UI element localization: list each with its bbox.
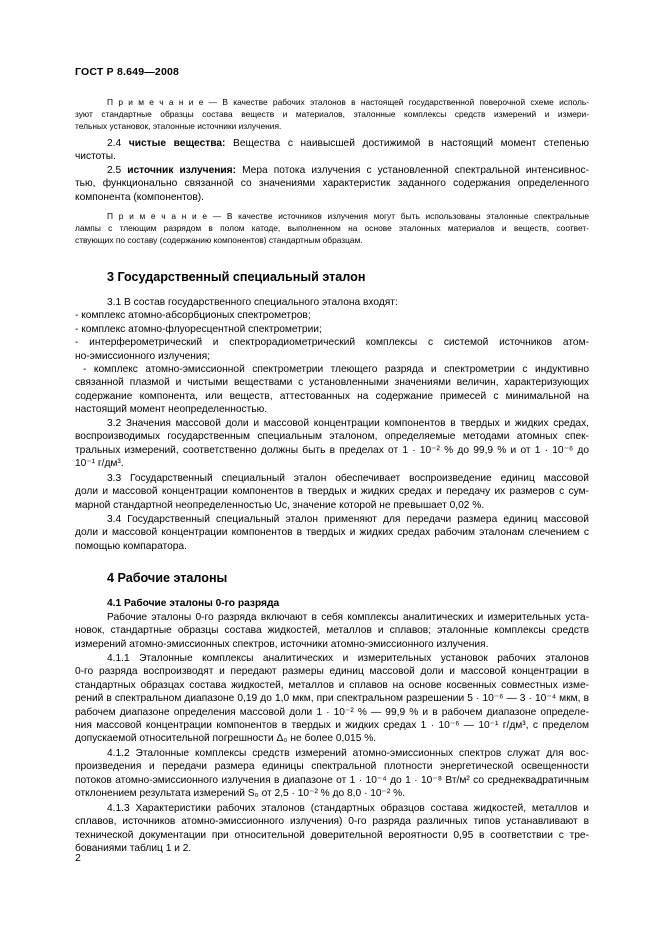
- paragraph-4-1-3: [75, 802, 589, 856]
- paragraph-line: сплавов, источников атомно-эмиссионного излучения) 0-го разряда различных типов устанавливают в: [75, 816, 589, 828]
- paragraph-line: тральных измерений, соответственно должны быть в пределах от 1 · 10⁻² % до 99,9 % и от 1 · 10⁻⁶ до: [75, 444, 589, 456]
- paragraph-line: произведения и передачи размера единицы спектральной плотности энергетической освещенности: [75, 761, 589, 773]
- paragraph-4-1: [75, 611, 589, 651]
- list-item: - интерферометрический и спектрорадиометрический комплексы с системой источников атом-: [75, 337, 589, 349]
- paragraph-line: 4.1.1 Эталонные комплексы аналитических и измерительных установок рабочих эталонов: [107, 653, 589, 664]
- paragraph-line: потоков атомно-эмиссионного излучения в диапазоне от 1 · 10⁻⁴ до 1 · 10⁻⁸ Вт/м² со среднеквадратичным: [75, 774, 589, 786]
- paragraph-line: марной стандартной неопределенностью Uc, значение которой не превышает 0,02 %.: [75, 499, 485, 511]
- paragraph-4-1-2: [75, 747, 589, 801]
- paragraph-line: связанной плазмой и чистыми веществами с установленными значениями величин, характеризующих: [75, 377, 589, 389]
- paragraph-3-3: [75, 472, 589, 512]
- section-3-heading: 3 Государственный специальный эталон: [107, 270, 366, 284]
- paragraph-line: помощью компаратора.: [75, 540, 187, 552]
- paragraph-line: 3.1 В состав государственного специального эталона входят:: [107, 297, 398, 308]
- paragraph-3-4: [75, 513, 589, 553]
- list-item: - комплекс атомно-эмиссионной спектрометрии тлеющего разряда и спектрометрии с индуктивно: [83, 364, 589, 376]
- subsection-4-1-heading: 4.1 Рабочие эталоны 0-го разряда: [107, 598, 280, 609]
- note-working-standards: [75, 96, 589, 132]
- paragraph-line: доли и массовой концентрации компонентов в твердых и жидких средах рабочим эталонам слечением с: [75, 527, 589, 539]
- paragraph-line: новок, стандартные образцы состава жидкостей, металлов и сплавов; эталонные комплексы средств: [75, 625, 589, 637]
- definition-line: 2.4 чистые вещества: Вещества с наивысшей достижимой в настоящий момент степенью: [107, 138, 589, 149]
- paragraph-line: технической документации при относительной доверительной вероятности 0,95 в соответствии с тре-: [75, 829, 589, 841]
- paragraph-line: рабочем диапазоне определения массовой доли 1 · 10⁻² % — 99,9 % и в рабочем диапазоне определе-: [75, 706, 589, 718]
- paragraph-line: 3.4 Государственный специальный эталон применяют для передачи размера единиц массовой: [107, 514, 589, 525]
- paragraph-line: стандартных образцах состава жидкостей, металлов и сплавов на основе косвенных совместных изме-: [75, 679, 589, 691]
- definition-line: тью, функционально связанной со значениями характеристик заданного содержания определенного: [75, 178, 589, 190]
- page-number: 2: [75, 852, 81, 864]
- paragraph-line: измерений атомно-эмиссионных спектров, источники атомно-эмиссионного излучения.: [75, 638, 489, 650]
- definition-line: компонента (компонентов).: [75, 191, 204, 203]
- note-line: ствующих по составу (содержанию компонентов) стандартным образцам.: [75, 235, 363, 245]
- paragraph-line: воспроизводимых государственным специальным эталоном, определяемые методами атомных спек-: [75, 431, 589, 443]
- paragraph-line: отклонением результата измерений S₀ от 2,5 · 10⁻² % до 8,0 · 10⁻² %.: [75, 788, 406, 800]
- note-line: зуют стандартные образцы состава веществ и материалов, эталонные комплексы средств измерений и измери-: [75, 109, 589, 119]
- definition-line: чистоты.: [75, 151, 116, 163]
- paragraph-line: настоящий момент неопределенностью.: [75, 404, 268, 416]
- paragraph-line: 10⁻¹ г/дм³.: [75, 458, 124, 470]
- paragraph-line: Рабочие эталоны 0-го разряда включают в себя комплексы аналитических и измерительных уста-: [107, 612, 589, 623]
- section-4-heading: 4 Рабочие эталоны: [107, 571, 228, 585]
- paragraph-line: доли и массовой концентрации компонентов в твердых и жидких средах и передачу их размеров с сум-: [75, 486, 589, 498]
- list-item: - комплекс атомно-абсорбционых спектрометров;: [75, 310, 311, 322]
- definition-line: 2.5 источник излучения: Мера потока излучения с установленной спектральной интенсивнос-: [107, 165, 589, 176]
- list-item: - комплекс атомно-флуоресцентной спектрометрии;: [75, 323, 322, 335]
- paragraph-4-1-1: [75, 652, 589, 746]
- paragraph-line: допускаемой относительной погрешности Δ₀ не более 0,015 %.: [75, 733, 377, 745]
- paragraph-line: бованиями таблиц 1 и 2.: [75, 843, 192, 855]
- paragraph-line: 0-го разряда воспроизводят и передают размеры единиц массовой доли и массовой концентрации в: [75, 666, 589, 678]
- paragraph-line: содержание компонента, или веществ, аттестованных на содержание примесей с минимальной на: [75, 390, 589, 402]
- definition-2-4: [75, 137, 589, 164]
- paragraph-line: ния массовой концентрации компонентов в твердых и жидких средах 1 · 10⁻⁶ — 10⁻¹ г/дм³, с пределом: [75, 720, 589, 732]
- note-line: тельных установок, эталонные источники излучения.: [75, 121, 282, 131]
- paragraph-3-2: [75, 417, 589, 471]
- paragraph-line: 3.3 Государственный специальный эталон обеспечивает воспроизведение единиц массовой: [107, 473, 589, 484]
- note-radiation-sources: [75, 210, 589, 246]
- document-header: ГОСТ Р 8.649—2008: [75, 66, 180, 78]
- list-item: но-эмиссионного излучения;: [75, 350, 210, 362]
- paragraph-line: 4.1.3 Характеристики рабочих эталонов (стандартных образцов состава жидкостей, металлов и: [107, 803, 589, 814]
- note-line: П р и м е ч а н и е — В качестве рабочих эталонов в настоящей государственной поверочной схеме исполь-: [107, 97, 589, 107]
- paragraph-3-1: [75, 296, 589, 417]
- note-line: лампы с тлеющим разрядом в полом катоде, выполненном на основе эталонных материалов и веществ, соответ-: [75, 223, 589, 233]
- note-line: П р и м е ч а н и е — В качестве источников излучения могут быть использованы эталонные спектральные: [107, 211, 589, 221]
- paragraph-line: рений в спектральном диапазоне 0,19 до 1,0 мкм, при спектральном разрешении 5 · 10⁻⁶ — 3 · 10⁻⁴ мкм, в: [75, 693, 589, 705]
- paragraph-line: 4.1.2 Эталонные комплексы средств измерений атомно-эмиссионных спектров служат для вос-: [107, 748, 589, 759]
- definition-2-5: [75, 164, 589, 204]
- paragraph-line: 3.2 Значения массовой доли и массовой концентрации компонентов в твердых и жидких средах,: [107, 418, 589, 429]
